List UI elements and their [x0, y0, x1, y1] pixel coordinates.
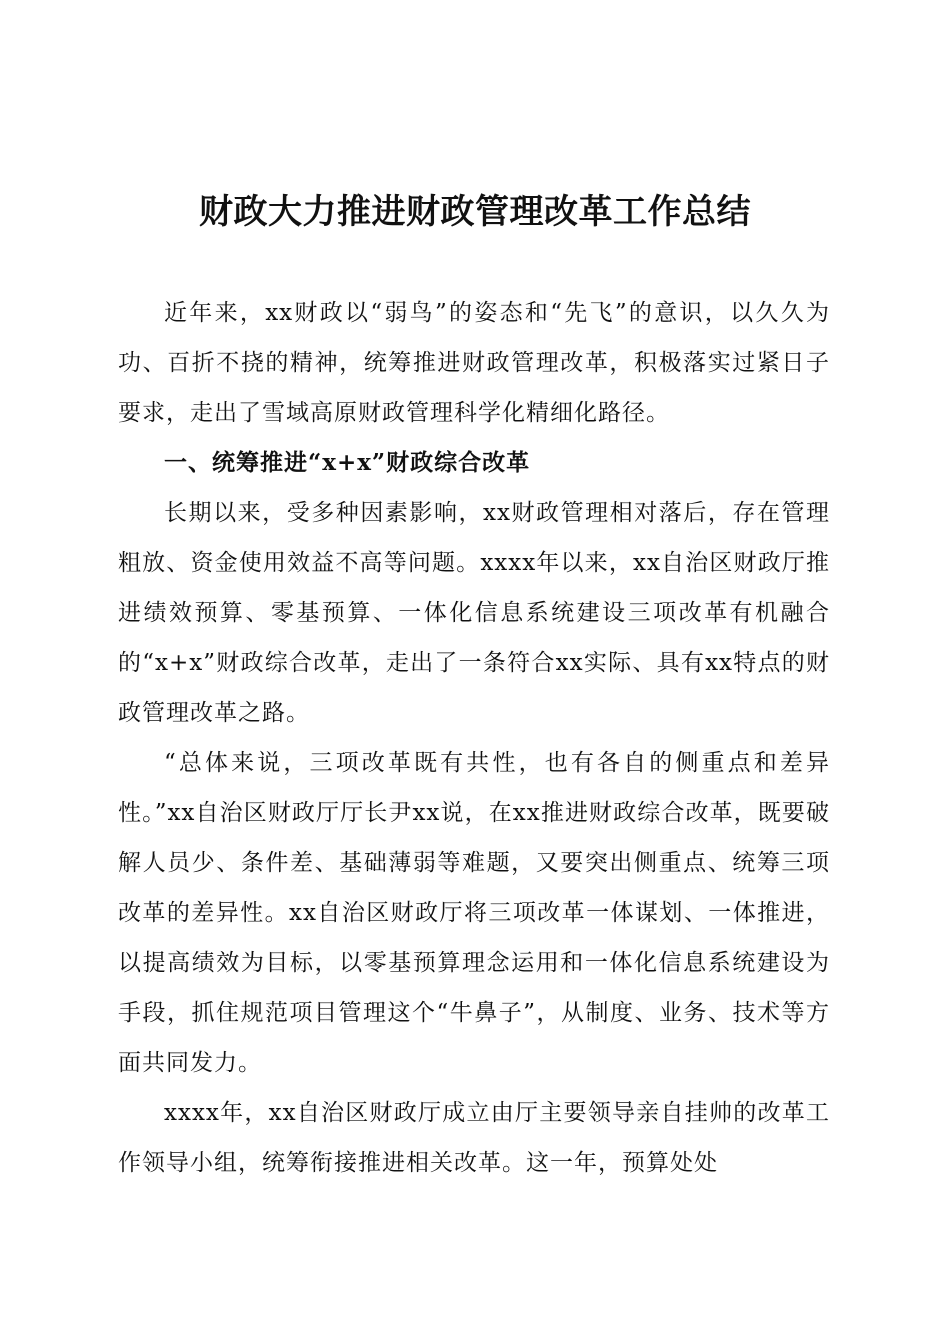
document-title: 财政大力推进财政管理改革工作总结	[199, 192, 751, 232]
paragraph-background: 长期以来，受多种因素影响，xx财政管理相对落后，存在管理粗放、资金使用效益不高等问题。xxxx年以来，xx自治区财政厅推进绩效预算、零基预算、一体化信息系统建设三项改革有机融合的“x+x”财政综合改革，走出了一条符合xx实际、具有xx特点的财政管理改革之路。	[118, 500, 830, 726]
section-heading: 一、统筹推进“x+x”财政综合改革	[164, 449, 531, 476]
document-body	[118, 288, 830, 1188]
paragraph-leadership: xxxx年，xx自治区财政厅成立由厅主要领导亲自挂帅的改革工作领导小组，统筹衔接推进相关改革。这一年，预算处处	[118, 1100, 830, 1176]
paragraph-quote: “总体来说，三项改革既有共性，也有各自的侧重点和差异性。”xx自治区财政厅厅长尹xx说，在xx推进财政综合改革，既要破解人员少、条件差、基础薄弱等难题，又要突出侧重点、统筹三项改革的差异性。xx自治区财政厅将三项改革一体谋划、一体推进，以提高绩效为目标，以零基预算理念运用和一体化信息系统建设为手段，抓住规范项目管理这个“牛鼻子”，从制度、业务、技术等方面共同发力。	[118, 750, 830, 1076]
paragraph-intro: 近年来，xx财政以“弱鸟”的姿态和“先飞”的意识，以久久为功、百折不挠的精神，统筹推进财政管理改革，积极落实过紧日子要求，走出了雪域高原财政管理科学化精细化路径。	[118, 300, 830, 426]
